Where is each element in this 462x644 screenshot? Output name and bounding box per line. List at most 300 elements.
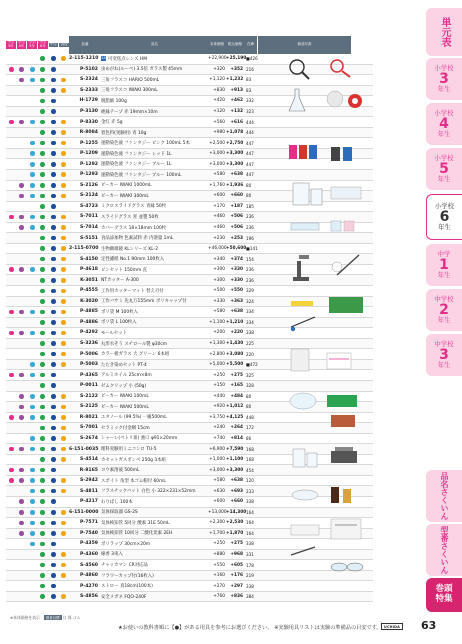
product-name: チャッカマン CR対応品 [101, 563, 148, 569]
tab-label-small: 小学校 [434, 108, 454, 117]
grade-dot-cell [38, 257, 49, 262]
grade-dot [51, 362, 56, 367]
product-code: S-4811 [79, 488, 98, 494]
tab-elementary-5[interactable] [426, 148, 462, 190]
grade-dot [40, 225, 45, 230]
grade-dot-cell [38, 383, 49, 388]
grade-dot-cell [59, 278, 70, 283]
grade-dots [6, 413, 69, 423]
product-name: わりばし 100本 [101, 499, 133, 505]
product-code: P-4360 [80, 551, 98, 557]
grade-dot [19, 310, 24, 315]
tab-unit-table[interactable] [426, 8, 462, 56]
grade-dot-cell [48, 215, 59, 220]
legend-note: ※本体価格を表示 [10, 615, 40, 620]
price: +200 [213, 330, 225, 336]
tab-name-index[interactable] [426, 470, 462, 522]
product-name: ビーカー IWAKI 1000mL [101, 183, 152, 189]
grade-dot [30, 162, 35, 167]
price: +740 [213, 435, 225, 441]
tax-price: +913 [230, 87, 243, 93]
grade-dot-cell [48, 278, 59, 283]
grade-dot [61, 341, 66, 346]
grade-headers [6, 36, 69, 54]
grade-dots [6, 307, 69, 317]
price: +2,500 [209, 140, 225, 146]
grade-dot-cell [6, 468, 17, 473]
grade-dot [40, 88, 45, 93]
grade-dot [61, 225, 66, 230]
grade-dot [30, 521, 35, 526]
grade-dot-cell [6, 415, 17, 420]
tab-label-small: 中学校 [434, 294, 454, 303]
grade-dot [30, 489, 35, 494]
grade-dot [19, 267, 24, 272]
price: +1,300 [209, 341, 225, 347]
grade-dot [40, 521, 45, 526]
tab-elementary-3[interactable] [426, 58, 462, 100]
grade-dot [9, 373, 14, 378]
grade-dot-cell [48, 468, 59, 473]
grade-dot-cell [38, 320, 49, 325]
price: +600 [213, 499, 225, 505]
grade-dot [19, 183, 24, 188]
grade-dot-cell [59, 130, 70, 135]
grade-dot-cell [38, 109, 49, 114]
grade-dot [51, 584, 56, 589]
grade-dot [61, 457, 66, 462]
grade-dot-cell [38, 405, 49, 410]
price: +46,000 [208, 246, 227, 252]
product-name: 工作用カッターマット 替え刃付 [101, 288, 164, 294]
grade-dot [51, 331, 56, 336]
product-name: フラスチックバット 白色 小 322×231×52mm [101, 489, 196, 495]
grade-dots [6, 434, 69, 444]
grade-dot [61, 278, 66, 283]
product-code: P-1255 [80, 140, 98, 146]
product-name: ビーカー IWAKI 100mL [101, 394, 149, 400]
stock-page: 236 [246, 267, 254, 273]
grade-dot-cell [38, 478, 49, 483]
grade-dot-cell [59, 310, 70, 315]
price: +300 [213, 277, 225, 283]
product-name-cell [101, 119, 208, 125]
tab-special-feature[interactable] [426, 578, 462, 612]
grade-dot [40, 510, 45, 515]
grade-dot [61, 310, 66, 315]
product-name-cell [101, 551, 208, 557]
grade-dot-cell [17, 499, 28, 504]
product-code: P-1292 [80, 161, 98, 167]
grade-dot-cell [48, 331, 59, 336]
grade-dots [6, 581, 69, 591]
product-code: P-4359 [80, 541, 98, 547]
legend-tail: は 保 ゴム [62, 615, 81, 620]
grade-dot [40, 299, 45, 304]
product-name-cell [101, 56, 208, 62]
grade-dot-cell [48, 489, 59, 494]
grade-dot-cell [48, 563, 59, 568]
product-name-cell [101, 499, 208, 505]
grade-dot-cell [59, 510, 70, 515]
tax-price: +660 [230, 499, 243, 505]
grade-dot-cell [48, 362, 59, 367]
tax-price: +693 [230, 488, 243, 494]
stock-page: 447 [246, 172, 254, 178]
grade-dot [40, 341, 45, 346]
grade-dot [30, 151, 35, 156]
price: +760 [213, 594, 225, 600]
grade-header-3: 小学 3年 [7, 40, 15, 48]
grade-dots [6, 455, 69, 465]
price: +2,800 [209, 351, 225, 357]
magnifier-image [290, 60, 350, 79]
price: +880 [213, 551, 225, 557]
product-code: H-1729 [79, 98, 98, 104]
tax-price: +3,300 [226, 151, 244, 157]
grade-dot [30, 194, 35, 199]
grade-dot-cell [59, 594, 70, 599]
tab-label-small: 中学校 [434, 339, 454, 348]
product-name-cell [101, 330, 208, 336]
grade-dot-cell [38, 67, 49, 72]
grade-dot [51, 489, 56, 494]
grade-dot [51, 457, 56, 462]
product-name-cell [101, 351, 208, 357]
price: +1,120 [209, 77, 225, 83]
grade-dot-cell [48, 584, 59, 589]
grade-dot-cell [17, 331, 28, 336]
grade-dots [6, 212, 69, 222]
grade-dot-cell [48, 521, 59, 526]
tax-price: +1,078 [226, 130, 244, 136]
tax-price: +836 [230, 594, 243, 600]
grade-dot-cell [38, 415, 49, 420]
stock-page: 338 [246, 583, 254, 589]
grade-dot [40, 383, 45, 388]
grade-dot [40, 310, 45, 315]
tax-price: +638 [230, 172, 243, 178]
grade-dot-cell [6, 331, 17, 336]
product-code: P-4270 [80, 583, 98, 589]
grade-dot-cell [27, 489, 38, 494]
grade-dots [6, 244, 69, 254]
tax-price: +352 [230, 66, 243, 72]
tax-price: +264 [230, 425, 243, 431]
product-name: たたき染めセット PT-4 [101, 362, 147, 368]
stock-page: 80 [246, 182, 252, 188]
grade-dot [40, 130, 45, 135]
grade-dot [19, 521, 24, 526]
grade-dot-cell [59, 552, 70, 557]
stock-page: 164 [246, 509, 254, 515]
grade-dot [51, 257, 56, 262]
product-code: P-4365 [80, 372, 98, 378]
product-name: 線香 3束入 [101, 552, 123, 558]
grade-dot-cell [38, 489, 49, 494]
tab-label-small: 中学 [437, 249, 451, 258]
grade-dot [40, 573, 45, 578]
tab-junior-1[interactable] [426, 244, 462, 286]
grade-dot-cell [38, 78, 49, 83]
tab-label-year: 年生 [437, 175, 451, 183]
grade-dots [6, 370, 69, 380]
tax-price: +4,125 [226, 414, 244, 420]
grade-dot [30, 310, 35, 315]
product-name: 安全メガネ FQO-240F [101, 594, 147, 600]
grade-dot-cell [59, 194, 70, 199]
stock-header: 在庫 [244, 36, 257, 54]
grade-dot [40, 394, 45, 399]
tax-price: +253 [230, 235, 243, 241]
grade-dot-cell [59, 320, 70, 325]
grade-header-5: 小学 5年 [28, 40, 36, 48]
grade-dot-cell [59, 394, 70, 399]
grade-dot-cell [59, 151, 70, 156]
grade-dot-cell [48, 457, 59, 462]
tab-elementary-6[interactable] [426, 194, 462, 240]
stock-page: 168 [246, 457, 254, 463]
price: +3,750 [209, 414, 225, 420]
price: +550 [213, 562, 225, 568]
tax-price: +187 [230, 203, 243, 209]
product-name-cell [101, 478, 208, 484]
grade-dot [51, 194, 56, 199]
stock-page: ■472 [246, 362, 258, 368]
grade-dot-cell [27, 521, 38, 526]
grade-dot-cell [6, 310, 17, 315]
grade-dots [6, 592, 69, 602]
price: +250 [213, 372, 225, 378]
table-header [6, 36, 373, 54]
tax-price: +132 [230, 109, 243, 114]
grade-dot [61, 320, 66, 325]
grade-dot-cell [27, 531, 38, 536]
stock-page: 196 [246, 235, 254, 241]
grade-dot-cell [48, 415, 59, 420]
grade-dots [6, 318, 69, 328]
grade-dot [51, 394, 56, 399]
product-name-cell [101, 87, 208, 93]
grade-dot-cell [38, 225, 49, 230]
grade-dots [6, 465, 69, 475]
grade-dot-cell [38, 172, 49, 177]
grade-dot-cell [38, 267, 49, 272]
grade-dot-cell [48, 373, 59, 378]
product-code: P-4217 [80, 499, 98, 505]
grade-dot-cell [27, 172, 38, 177]
grade-dot [19, 510, 24, 515]
tab-unit-table-label: 単元表 [439, 17, 450, 47]
grade-dot-cell [38, 331, 49, 336]
product-name-cell [101, 530, 208, 536]
grade-dot [51, 236, 56, 241]
stock-page: 168 [246, 446, 254, 452]
grade-dot-cell [27, 510, 38, 515]
product-name-cell [101, 520, 208, 526]
product-name: ゼムクリップ 小 (50g) [101, 383, 147, 389]
product-code: S-2324 [79, 77, 98, 83]
grade-dot [40, 162, 45, 167]
product-code: R-8021 [79, 414, 98, 420]
product-name-cell [101, 77, 208, 83]
product-name: 絶縁テープ 赤 19mm×10m [101, 109, 158, 115]
grade-dot-cell [38, 120, 49, 125]
product-code: P-4555 [80, 288, 98, 294]
grade-dot [51, 246, 56, 251]
grade-dot [30, 394, 35, 399]
product-name-cell [101, 393, 208, 399]
grade-dot [61, 573, 66, 578]
grade-dot [19, 78, 24, 83]
tab-junior-2[interactable] [426, 289, 462, 331]
grade-dot-cell [27, 405, 38, 410]
petri-image [292, 487, 351, 503]
tax-price: +275 [230, 541, 243, 547]
table-legend [10, 615, 80, 621]
grade-dot [51, 436, 56, 441]
product-name-cell [101, 404, 208, 410]
grade-dots [6, 75, 69, 85]
grade-dot [40, 552, 45, 557]
product-name: セラミック付金網 15cm [101, 425, 150, 431]
grade-dot [40, 457, 45, 462]
grade-dot [30, 215, 35, 220]
product-name-cell [101, 203, 208, 209]
product-name: 生物顕微鏡 KLシリーズ KL-2 [101, 246, 159, 252]
page-number: 63 [421, 619, 437, 632]
tab-junior-3[interactable] [426, 334, 462, 376]
price: +580 [213, 478, 225, 484]
grade-dot [30, 415, 35, 420]
product-name-cell [101, 467, 208, 473]
grade-dot-cell [48, 99, 59, 104]
grade-dot-cell [27, 310, 38, 315]
product-name: カセットガスボンベ 250g 3本組 [101, 457, 166, 463]
stock-page: 219 [246, 573, 254, 579]
grade-dot [9, 478, 14, 483]
price: +3,000 [209, 151, 225, 157]
grade-dot-cell [59, 183, 70, 188]
grade-dot-cell [27, 183, 38, 188]
grade-dot-cell [48, 341, 59, 346]
product-name-cell [101, 66, 208, 72]
product-name-cell [101, 109, 208, 115]
grade-dot-cell [48, 151, 59, 156]
price: +3,000 [209, 467, 225, 473]
grade-dot [40, 194, 45, 199]
grade-dot [51, 521, 56, 526]
grade-dot [30, 436, 35, 441]
goggles-image [291, 547, 363, 571]
product-name-cell [101, 256, 208, 262]
grade-dot-cell [17, 310, 28, 315]
grade-dot [51, 383, 56, 388]
grade-dot-cell [59, 56, 70, 61]
product-name-cell [101, 446, 208, 452]
grade-dots [6, 518, 69, 528]
grade-dot-cell [59, 141, 70, 146]
product-name-cell [101, 182, 208, 188]
grade-dot [51, 352, 56, 357]
stock-page: 120 [246, 478, 254, 484]
grade-dot-cell [48, 109, 59, 114]
price: +440 [213, 393, 225, 399]
product-name: ポリ袋 L 100枚入 [101, 320, 137, 326]
grade-dots [6, 202, 69, 212]
grade-dot [51, 289, 56, 294]
tax-price: +3,300 [226, 161, 244, 167]
product-name-cell [101, 488, 208, 494]
grade-dot-cell [59, 88, 70, 93]
product-photos [287, 55, 373, 585]
tax-price: +506 [230, 214, 243, 220]
product-code: S-4560 [79, 562, 98, 568]
tab-elementary-4[interactable] [426, 103, 462, 145]
grade-dot-cell [27, 141, 38, 146]
grade-dot-cell [59, 573, 70, 578]
tab-model-index[interactable] [426, 524, 462, 576]
tab-label-small: 小学校 [434, 63, 454, 72]
grade-dots [6, 423, 69, 433]
grade-dot [61, 56, 66, 61]
product-name-cell [101, 172, 208, 178]
grade-dot-cell [59, 162, 70, 167]
product-code: P-5102 [80, 66, 98, 72]
price: +2,300 [209, 520, 225, 526]
price: +1,000 [209, 457, 225, 463]
product-code: K-3051 [80, 277, 98, 283]
price: +340 [213, 256, 225, 262]
product-name: 三角フラスコ HARIO 500mL [101, 77, 160, 83]
stock-page: 334 [246, 309, 254, 315]
grade-dot-cell [38, 215, 49, 220]
grade-dot [30, 331, 35, 336]
tab-label-small: 小学校 [434, 201, 455, 210]
price: +230 [213, 235, 225, 241]
grade-dots [6, 138, 69, 148]
grade-dot [51, 552, 56, 557]
grade-dot [19, 225, 24, 230]
grade-dots [6, 328, 69, 338]
price: +240 [213, 425, 225, 431]
price: +320 [213, 66, 225, 72]
grade-dot-cell [38, 56, 49, 61]
product-name-cell [101, 414, 208, 420]
price: +13,000 [208, 509, 227, 515]
grade-dot [51, 573, 56, 578]
grade-dots [6, 381, 69, 391]
grade-dot-cell [59, 447, 70, 452]
grade-dot [9, 468, 14, 473]
stove-image [293, 447, 357, 467]
grade-dot [40, 320, 45, 325]
grade-dot [51, 542, 56, 547]
grade-dot [40, 542, 45, 547]
grade-dot [51, 447, 56, 452]
grade-dot-cell [59, 78, 70, 83]
grade-dot-cell [59, 478, 70, 483]
grade-dot-cell [48, 542, 59, 547]
grade-dots [6, 170, 69, 180]
product-code: S-7001 [79, 425, 98, 431]
grade-dot-cell [59, 120, 70, 125]
price: +170 [213, 203, 225, 209]
grade-dot [51, 109, 56, 114]
grade-dot-cell [6, 120, 17, 125]
grade-dot-cell [38, 278, 49, 283]
grade-dot [61, 510, 66, 515]
